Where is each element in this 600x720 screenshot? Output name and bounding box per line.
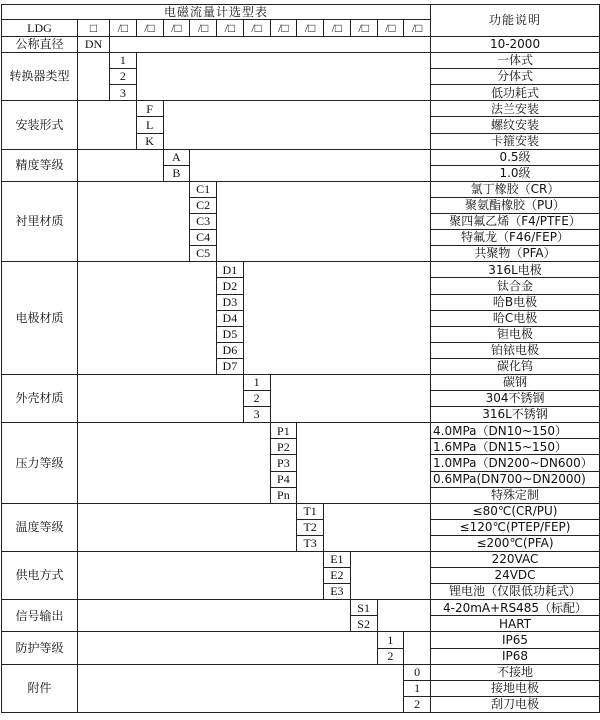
group-label: 转换器类型 (2, 53, 78, 101)
left-filler-cell (78, 664, 404, 712)
right-filler-cell (217, 181, 431, 261)
option-code: P2 (270, 439, 297, 455)
option-description: 10-2000 (431, 37, 600, 53)
model-code-slot: /□ (377, 20, 404, 37)
option-description: 螺纹安装 (431, 117, 600, 133)
option-code: T1 (297, 503, 324, 519)
title-row (2, 5, 600, 20)
option-code: D7 (217, 358, 244, 374)
option-code: C4 (190, 230, 217, 246)
option-row (2, 664, 600, 680)
option-code: 2 (377, 648, 404, 664)
option-code: 0 (404, 664, 431, 680)
left-filler-cell (78, 600, 351, 632)
option-code: P3 (270, 455, 297, 471)
option-code: T2 (297, 519, 324, 535)
option-description: IP68 (431, 648, 600, 664)
group-label: 精度等级 (2, 149, 78, 181)
option-code: D2 (217, 278, 244, 294)
right-filler-cell (377, 600, 431, 632)
option-description: ≤80℃(CR/PU) (431, 503, 600, 519)
option-row (2, 600, 600, 616)
option-code: 1 (110, 53, 137, 69)
option-description: 共聚物（PFA） (431, 246, 600, 262)
group-label: 供电方式 (2, 552, 78, 600)
right-filler-cell (190, 149, 431, 181)
option-description: 分体式 (431, 69, 600, 85)
left-filler-cell (78, 503, 297, 551)
option-description: 特殊定制 (431, 487, 600, 503)
model-code-slot: /□ (270, 20, 297, 37)
left-filler-cell (78, 374, 244, 422)
option-code: Pn (270, 487, 297, 503)
option-description: 钽电极 (431, 326, 600, 342)
option-code: K (136, 133, 163, 149)
right-filler-cell (324, 503, 431, 551)
group-label: 公称直径 (2, 37, 78, 53)
option-description: 4.0MPa（DN10~150） (431, 423, 600, 439)
option-code: D1 (217, 262, 244, 278)
option-code: 3 (110, 85, 137, 101)
option-code: F (136, 101, 163, 117)
option-row (2, 53, 600, 69)
option-code: D6 (217, 342, 244, 358)
left-filler-cell (78, 149, 164, 181)
right-filler-cell (243, 262, 430, 375)
group-label: 附件 (2, 664, 78, 712)
option-description: 接地电极 (431, 680, 600, 696)
right-filler-cell (270, 374, 431, 422)
option-description: 304不锈钢 (431, 391, 600, 407)
option-code: 1 (377, 632, 404, 648)
option-description: 碳钢 (431, 374, 600, 390)
option-description: 不接地 (431, 664, 600, 680)
option-row (2, 101, 600, 117)
model-code-slot: /□ (297, 20, 324, 37)
model-code-slot: /□ (136, 20, 163, 37)
option-description: 316L电极 (431, 262, 600, 278)
group-label: 信号输出 (2, 600, 78, 632)
option-description: 316L不锈钢 (431, 407, 600, 423)
table-title: 电磁流量计选型表 (2, 5, 431, 20)
option-description: 卡箍安装 (431, 133, 600, 149)
option-code: T3 (297, 535, 324, 551)
left-filler-cell (78, 632, 378, 664)
option-code: E2 (324, 568, 351, 584)
option-description: 4-20mA+RS485（标配） (431, 600, 600, 616)
option-row (2, 37, 600, 53)
option-code: 2 (243, 391, 270, 407)
left-filler-cell (78, 53, 110, 101)
left-filler-cell (78, 552, 324, 600)
option-row (2, 262, 600, 278)
right-filler-cell (110, 37, 431, 53)
group-label: 压力等级 (2, 423, 78, 503)
option-description: 低功耗式 (431, 85, 600, 101)
option-code: P1 (270, 423, 297, 439)
option-description: 聚氨酯橡胶（PU） (431, 197, 600, 213)
option-description: 哈C电极 (431, 310, 600, 326)
option-description: 锂电池（仅限低功耗式） (431, 584, 600, 600)
option-description: 0.6MPa(DN700~DN2000) (431, 471, 600, 487)
option-row (2, 181, 600, 197)
model-code-slot: /□ (190, 20, 217, 37)
option-code: S2 (350, 616, 377, 632)
option-description: 1.0级 (431, 165, 600, 181)
option-description: 220VAC (431, 552, 600, 568)
option-code: C1 (190, 181, 217, 197)
option-description: IP65 (431, 632, 600, 648)
option-code: P4 (270, 471, 297, 487)
model-code-slot: /□ (350, 20, 377, 37)
option-code: 3 (243, 407, 270, 423)
option-description: 24VDC (431, 568, 600, 584)
option-code: 1 (404, 680, 431, 696)
option-description: 聚四氟乙烯（F4/PTFE） (431, 214, 600, 230)
option-row (2, 552, 600, 568)
model-prefix-label: LDG (2, 20, 78, 37)
option-code: A (163, 149, 190, 165)
right-filler-cell (404, 632, 431, 664)
option-description: 1.0MPa（DN200~DN600） (431, 455, 600, 471)
model-code-slot: /□ (404, 20, 431, 37)
right-filler-cell (297, 423, 431, 503)
option-description: 特氟龙（F46/FEP） (431, 230, 600, 246)
option-description: 哈B电极 (431, 294, 600, 310)
group-label: 衬里材质 (2, 181, 78, 261)
option-description: 刮刀电极 (431, 696, 600, 712)
model-code-slot: /□ (243, 20, 270, 37)
option-code: 2 (110, 69, 137, 85)
option-code: DN (78, 37, 110, 53)
option-description: 钛合金 (431, 278, 600, 294)
option-description: HART (431, 616, 600, 632)
right-filler-cell (163, 101, 431, 149)
option-description: 法兰安装 (431, 101, 600, 117)
option-row (2, 632, 600, 648)
model-code-slot: /□ (324, 20, 351, 37)
option-description: 铂铱电极 (431, 342, 600, 358)
option-code: B (163, 165, 190, 181)
selection-table (1, 4, 600, 713)
group-label: 温度等级 (2, 503, 78, 551)
group-label: 电极材质 (2, 262, 78, 375)
option-code: D4 (217, 310, 244, 326)
group-label: 防护等级 (2, 632, 78, 664)
model-code-slot: /□ (163, 20, 190, 37)
option-description: 碳化钨 (431, 358, 600, 374)
option-row (2, 374, 600, 390)
option-code: C3 (190, 214, 217, 230)
model-code-slot: /□ (110, 20, 137, 37)
model-code-slot: /□ (217, 20, 244, 37)
option-code: E3 (324, 584, 351, 600)
left-filler-cell (78, 262, 217, 375)
option-code: S1 (350, 600, 377, 616)
option-code: D5 (217, 326, 244, 342)
group-label: 安装形式 (2, 101, 78, 149)
right-filler-cell (136, 53, 430, 101)
model-code-box: □ (78, 20, 110, 37)
function-column-header: 功能说明 (431, 5, 600, 37)
option-code: D3 (217, 294, 244, 310)
option-code: L (136, 117, 163, 133)
group-label: 外壳材质 (2, 374, 78, 422)
option-description: 1.6MPa（DN15~150） (431, 439, 600, 455)
left-filler-cell (78, 101, 137, 149)
option-code: E1 (324, 552, 351, 568)
option-code: 2 (404, 696, 431, 712)
option-description: 0.5级 (431, 149, 600, 165)
option-description: 氯丁橡胶（CR） (431, 181, 600, 197)
option-description: ≤200℃(PFA) (431, 535, 600, 551)
option-code: 1 (243, 374, 270, 390)
option-code: C5 (190, 246, 217, 262)
option-description: 一体式 (431, 53, 600, 69)
left-filler-cell (78, 181, 190, 261)
right-filler-cell (350, 552, 430, 600)
option-code: C2 (190, 197, 217, 213)
option-row (2, 149, 600, 165)
option-row (2, 503, 600, 519)
left-filler-cell (78, 423, 271, 503)
option-row (2, 423, 600, 439)
option-description: ≤120℃(PTEP/FEP) (431, 519, 600, 535)
